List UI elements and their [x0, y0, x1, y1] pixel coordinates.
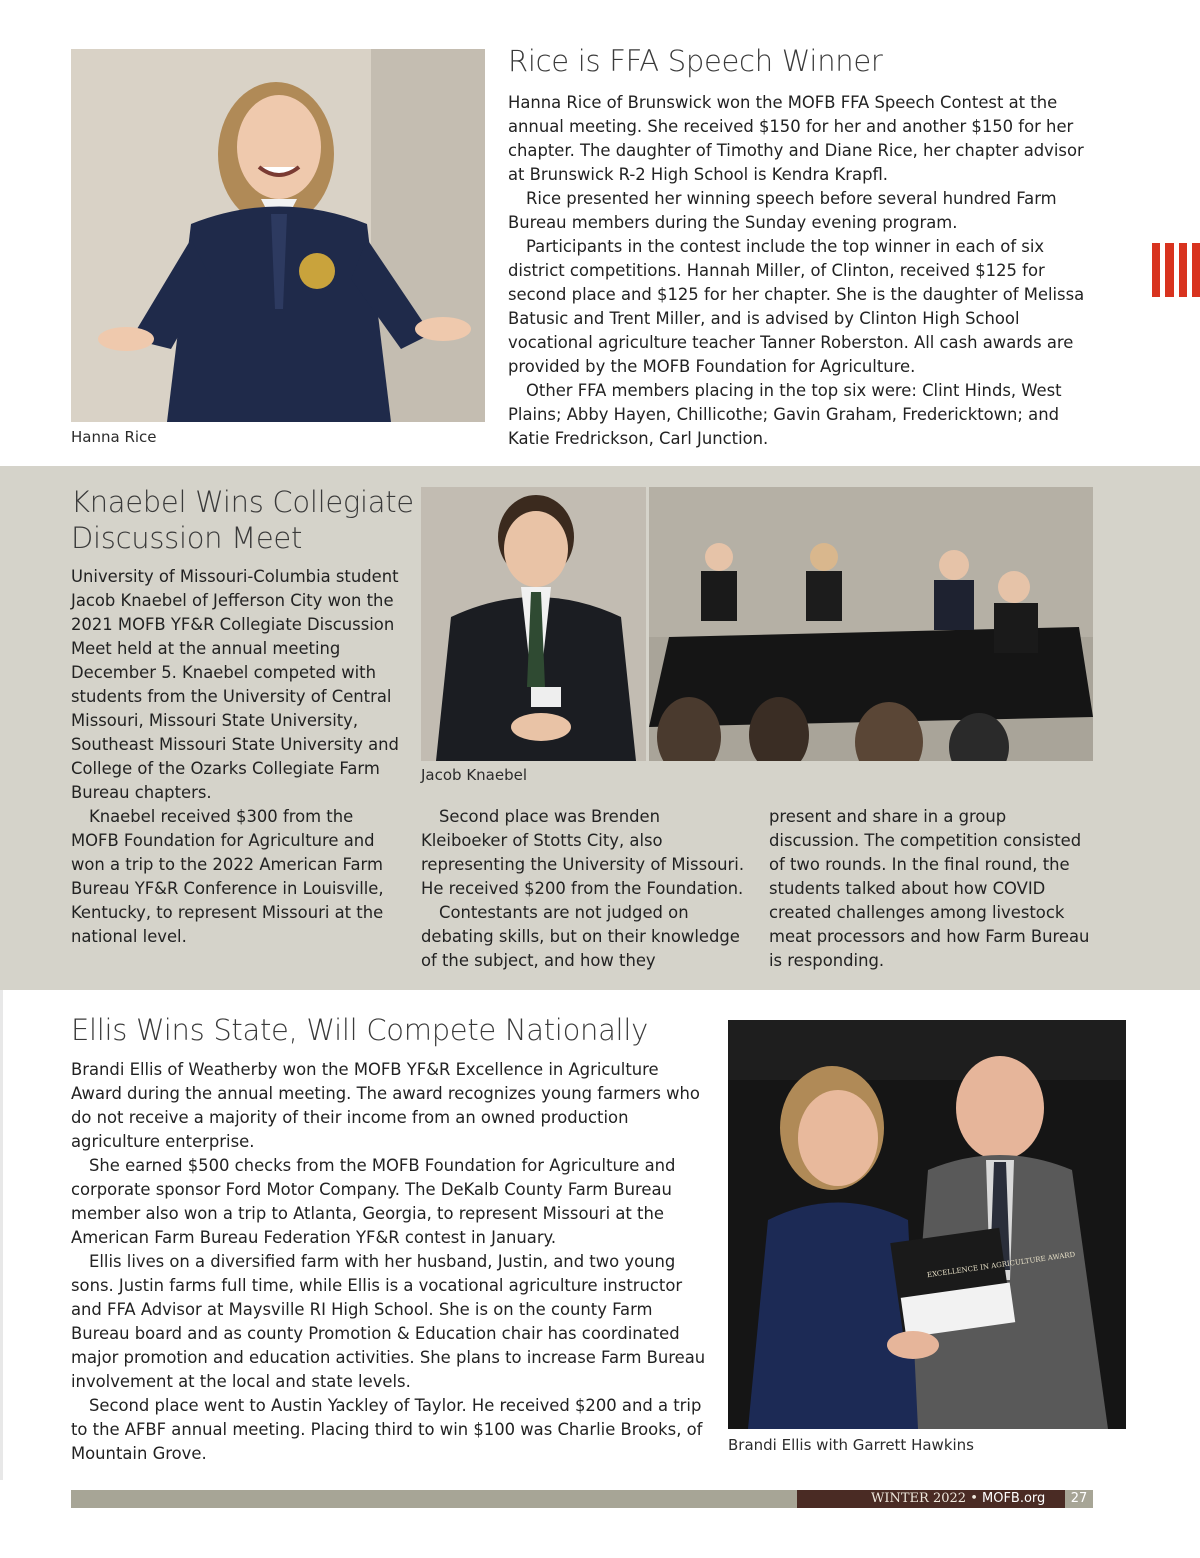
tab-stripe: [1192, 243, 1200, 297]
story1-headline: Rice is FFA Speech Winner: [508, 44, 883, 78]
discussion-meet-photo: [649, 487, 1093, 761]
jacob-knaebel-photo: [421, 487, 646, 761]
page-number: 27: [1065, 1490, 1093, 1508]
jacob-knaebel-caption: Jacob Knaebel: [421, 766, 528, 784]
tab-stripe: [1165, 243, 1173, 297]
story2-column-1: [71, 565, 401, 949]
story3-headline: Ellis Wins State, Will Compete Nationally: [71, 1013, 648, 1047]
hanna-rice-caption: Hanna Rice: [71, 428, 157, 446]
story2-paragraph: present and share in a group discussion. The competition consisted of two rounds. In the final round, the students talked about how COVID created challenges among livestock meat processors and how Farm Bureau is responding.: [769, 807, 1090, 970]
story2-column-3: [769, 805, 1099, 973]
story1-paragraph: Hanna Rice of Brunswick won the MOFB FFA Speech Contest at the annual meeting. She received $150 for her and another $150 for her chapter. The daughter of Timothy and Diane Rice, her chapter advisor at Brunswick R-2 High School is Kendra Krapfl.: [508, 93, 1084, 184]
left-margin-rule: [0, 990, 3, 1480]
story3-paragraph: Ellis lives on a diversified farm with her husband, Justin, and two young sons. Justin farms full time, while Ellis is a vocational agriculture instructor and FFA Advisor at Maysville RI High School. She is on the county Farm Bureau board and as county Promotion & Education chair has coordinated major promotion and education activities. She plans to increase Farm Bureau involvement at the local and state levels.: [71, 1252, 706, 1391]
story1-body: [508, 91, 1098, 451]
brandi-ellis-photo: [728, 1020, 1126, 1429]
story1-paragraph: Other FFA members placing in the top six were: Clint Hinds, West Plains; Abby Hayen, Chillicothe; Gavin Graham, Fredericktown; and Katie Fredrickson, Carl Junction.: [508, 381, 1062, 448]
story1-paragraph: Rice presented her winning speech before several hundred Farm Bureau members during the Sunday evening program.: [508, 189, 1057, 232]
story2-paragraph: Knaebel received $300 from the MOFB Foundation for Agriculture and won a trip to the 2022 American Farm Bureau YF&R Conference in Louisville, Kentucky, to represent Missouri at the national level.: [71, 807, 384, 946]
brandi-ellis-caption: Brandi Ellis with Garrett Hawkins: [728, 1436, 974, 1454]
hanna-rice-photo: [71, 49, 485, 422]
footer-issue: WINTER 2022: [871, 1491, 967, 1506]
story3-paragraph: Brandi Ellis of Weatherby won the MOFB YF&R Excellence in Agriculture Award during the annual meeting. The award recognizes young farmers who do not receive a majority of their income from an owned production agriculture enterprise.: [71, 1060, 700, 1151]
story2-paragraph: Contestants are not judged on debating skills, but on their knowledge of the subject, and how they: [421, 903, 740, 970]
story3-paragraph: She earned $500 checks from the MOFB Foundation for Agriculture and corporate sponsor Ford Motor Company. The DeKalb County Farm Bureau member also won a trip to Atlanta, Georgia, to represent Missouri at the American Farm Bureau Federation YF&R contest in January.: [71, 1156, 676, 1247]
story2-headline: [71, 484, 414, 556]
tab-stripe: [1152, 243, 1160, 297]
footer-separator: •: [970, 1491, 978, 1506]
story2-column-2: [421, 805, 751, 973]
footer-site-link[interactable]: MOFB.org: [982, 1491, 1046, 1506]
story2-paragraph: Second place was Brenden Kleiboeker of Stotts City, also representing the University of Missouri. He received $200 from the Foundation.: [421, 807, 745, 898]
footer-issue-block: [797, 1490, 1065, 1508]
story3-paragraph: Second place went to Austin Yackley of Taylor. He received $200 and a trip to the AFBF annual meeting. Placing third to win $100 was Charlie Brooks, of Mountain Grove.: [71, 1396, 703, 1463]
tab-stripe: [1179, 243, 1187, 297]
story2-headline-line: Knaebel Wins Collegiate: [71, 485, 414, 519]
story3-body: [71, 1058, 711, 1466]
section-tab-marker: [1152, 243, 1200, 297]
story1-paragraph: Participants in the contest include the top winner in each of six district competitions. Hannah Miller, of Clinton, received $125 for second place and $125 for her chapter. She is the daughter of Melissa Batusic and Trent Miller, and is advised by Clinton High School vocational agriculture teacher Tanner Roberston. All cash awards are provided by the MOFB Foundation for Agriculture.: [508, 237, 1085, 376]
story2-headline-line: Discussion Meet: [71, 521, 303, 555]
story2-paragraph: University of Missouri-Columbia student Jacob Knaebel of Jefferson City won the 2021 MOFB YF&R Collegiate Discussion Meet held at the annual meeting December 5. Knaebel competed with students from the University of Central Missouri, Missouri State University, Southeast Missouri State University and College of the Ozarks Collegiate Farm Bureau chapters.: [71, 567, 399, 802]
certificate-text: EXCELLENCE IN AGRICULTURE AWARD: [926, 1250, 1076, 1280]
